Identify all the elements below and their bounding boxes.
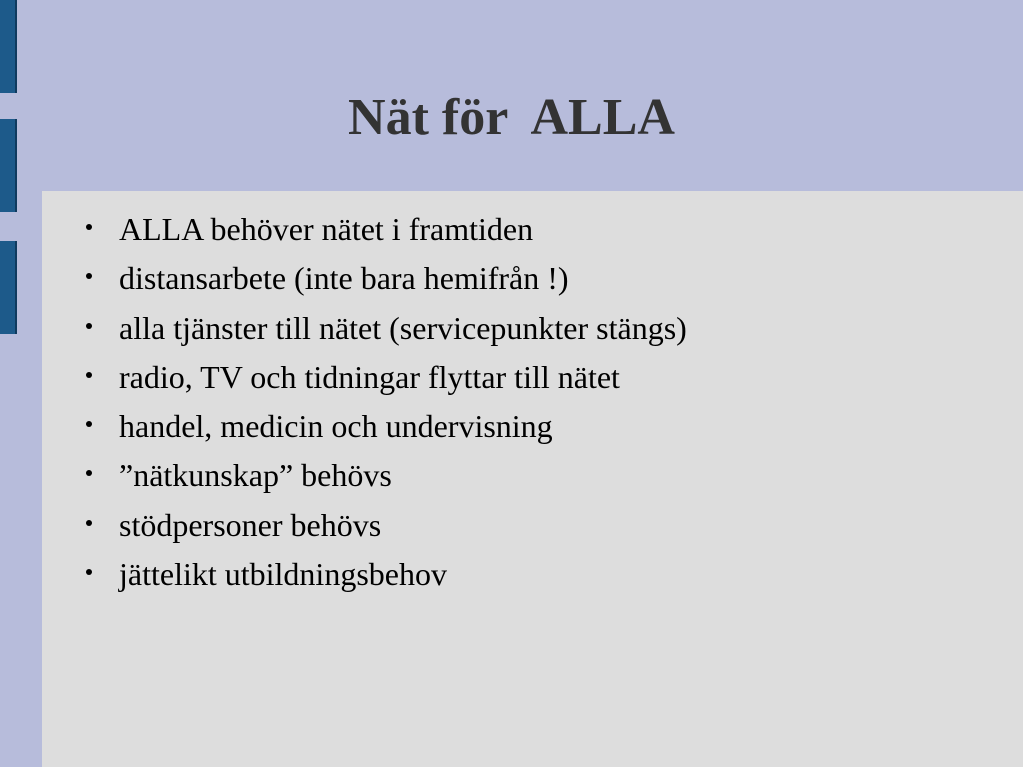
bullet-icon bbox=[86, 273, 92, 279]
content-panel bbox=[42, 191, 1023, 767]
bullet-text: distansarbete (inte bara hemifrån !) bbox=[119, 260, 569, 297]
bullet-icon bbox=[86, 224, 92, 230]
bullet-icon bbox=[86, 421, 92, 427]
bullet-text: stödpersoner behövs bbox=[119, 506, 382, 543]
bullet-icon bbox=[86, 470, 92, 476]
decorative-bar-3 bbox=[0, 241, 17, 334]
bullet-text: jättelikt utbildningsbehov bbox=[119, 556, 447, 593]
bullet-text: ALLA behöver nätet i framtiden bbox=[119, 211, 534, 247]
bullet-icon bbox=[86, 323, 92, 329]
bullet-text: radio, TV och tidningar flyttar till nätet bbox=[119, 358, 620, 395]
decorative-bar-1 bbox=[0, 0, 17, 93]
slide-title: Nät för ALLA bbox=[348, 89, 675, 146]
bullet-icon bbox=[86, 372, 92, 378]
bullet-text: alla tjänster till nätet (servicepunkter stängs) bbox=[119, 309, 687, 346]
bullet-icon bbox=[86, 569, 92, 575]
bullet-text: handel, medicin och undervisning bbox=[119, 408, 553, 445]
bullet-text: ”nätkunskap” behövs bbox=[119, 457, 392, 494]
bullet-icon bbox=[86, 520, 92, 526]
